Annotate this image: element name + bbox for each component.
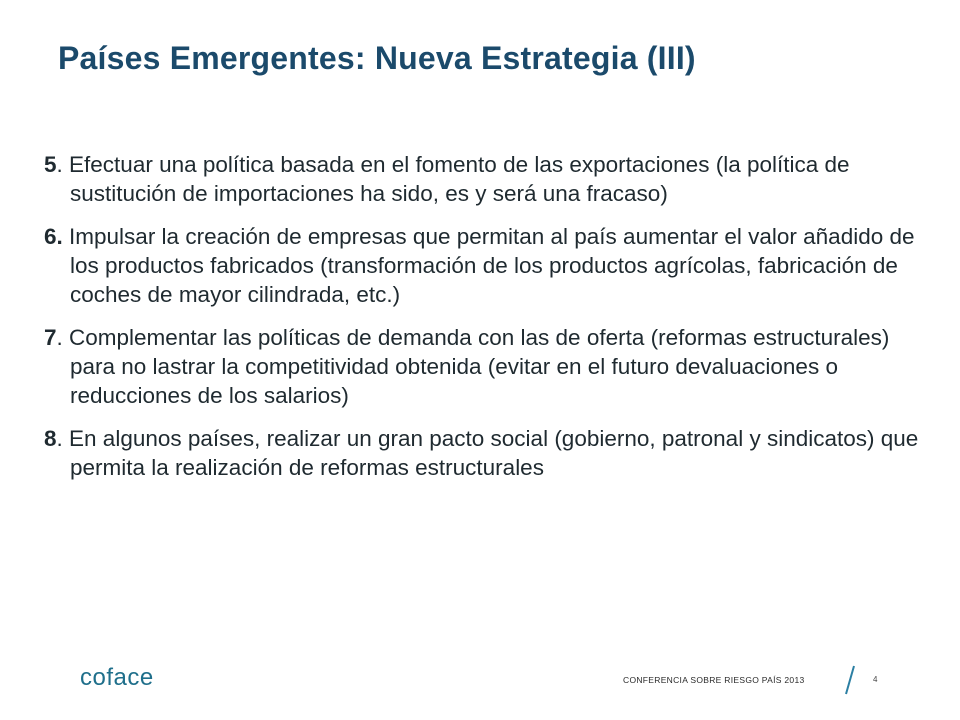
bullet-text: En algunos países, realizar un gran pacto social (gobierno, patronal y sindicatos) que permita la realización de reformas estructurales [69, 426, 919, 480]
coface-logo [80, 664, 170, 692]
bullet-number: 7 [44, 325, 57, 350]
page-number: 4 [873, 675, 878, 684]
bullet-item [44, 222, 924, 309]
slash-divider-icon [844, 664, 856, 696]
bullet-separator: . [56, 152, 70, 177]
slide-title: Países Emergentes: Nueva Estrategia (III) [58, 40, 696, 76]
bullet-number: 8 [44, 426, 57, 451]
conference-label: CONFERENCIA SOBRE RIESGO PAÍS 2013 [623, 675, 805, 685]
bullet-number: 6. [44, 224, 63, 249]
bullet-item [44, 323, 924, 410]
bullet-number: 5 [44, 152, 57, 177]
bullet-separator: . [56, 325, 70, 350]
bullet-text: Efectuar una política basada en el fomento de las exportaciones (la política de sustitución de importaciones ha sido, es y será una fracaso) [69, 152, 850, 206]
bullet-text: Complementar las políticas de demanda con las de oferta (reformas estructurales) para no lastrar la competitividad obtenida (evitar en el futuro devaluaciones o reducciones de los salarios) [69, 325, 890, 408]
bullet-text: Impulsar la creación de empresas que permitan al país aumentar el valor añadido de los productos fabricados (transformación de los productos agrícolas, fabricación de coches de mayor cilindrada, etc.) [69, 224, 915, 307]
bullet-list [44, 150, 924, 496]
bullet-separator: . [56, 426, 70, 451]
bullet-item [44, 424, 924, 482]
svg-text:coface: coface [80, 664, 154, 691]
bullet-item [44, 150, 924, 208]
